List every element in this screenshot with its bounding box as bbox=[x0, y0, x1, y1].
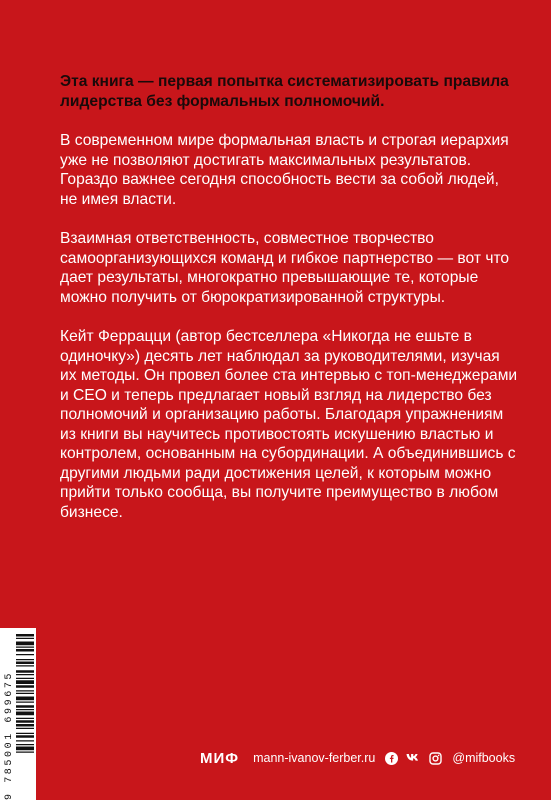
description-block bbox=[60, 72, 520, 542]
website-link[interactable]: mann-ivanov-ferber.ru bbox=[253, 751, 376, 765]
barcode-bar bbox=[16, 718, 34, 719]
barcode-bar bbox=[16, 680, 34, 684]
barcode-bar bbox=[16, 740, 34, 741]
lead-text: Эта книга — первая попытка систематизировать правила лидерства без формальных полномочий. bbox=[60, 73, 509, 110]
barcode-bar bbox=[16, 674, 34, 675]
barcode-bar bbox=[16, 720, 34, 723]
barcode-bar bbox=[16, 670, 34, 673]
isbn-barcode bbox=[0, 628, 36, 800]
barcode-bar bbox=[16, 634, 34, 637]
barcode-bar bbox=[16, 659, 34, 660]
barcode-bar bbox=[16, 712, 34, 716]
barcode-bar bbox=[16, 752, 34, 753]
paragraph-3: Кейт Феррацци (автор бестселлера «Никогда не ешьте в одиночку») десять лет наблюдал за руководителями, изучая их методы. Он провел более ста интервью с топ-менеджерами и CEO и теперь предлагает новый взгляд на лидерство без полномочий и организацию работы. Благодаря упражнениям из книги вы научитесь противостоять искушению властью и контролем, основанным на субординации. А объединившись с другими людьми ради достижения целей, к которым можно прийти только сообща, вы получите преимущество в любом бизнесе. bbox=[60, 328, 518, 521]
barcode-bar bbox=[16, 733, 34, 734]
barcode-bar bbox=[16, 744, 34, 745]
barcode-bar bbox=[16, 649, 34, 652]
barcode-bar bbox=[16, 685, 34, 688]
footer bbox=[200, 747, 515, 769]
barcode-bar bbox=[16, 705, 34, 708]
barcode-bar bbox=[16, 654, 34, 655]
barcode-bar bbox=[16, 642, 34, 646]
facebook-icon[interactable] bbox=[385, 752, 398, 765]
barcode-bar bbox=[16, 665, 34, 666]
barcode-bar bbox=[16, 747, 34, 751]
social-handle[interactable]: @mifbooks bbox=[452, 751, 516, 765]
barcode-bar bbox=[16, 709, 34, 710]
barcode-bar bbox=[16, 735, 34, 738]
barcode-bar bbox=[16, 662, 34, 665]
barcode-bar bbox=[16, 728, 34, 729]
vk-icon[interactable] bbox=[406, 753, 421, 763]
publisher-logo: МИФ bbox=[200, 749, 240, 767]
barcode-bar bbox=[16, 724, 34, 727]
barcode-bar bbox=[16, 638, 34, 639]
barcode-bar bbox=[16, 647, 34, 648]
paragraph-1: В современном мире формальная власть и строгая иерархия уже не позволяют достигать максимальных результатов. Гораздо важнее сегодня способность вести за собой людей, не имея власти. bbox=[60, 132, 509, 208]
barcode-bar bbox=[16, 678, 34, 679]
barcode-bar bbox=[16, 693, 34, 694]
barcode-bar bbox=[16, 702, 34, 703]
barcode-bar bbox=[16, 697, 34, 701]
barcode-digits: 9 785001 699675 bbox=[4, 670, 15, 800]
paragraph-2: Взаимная ответственность, совместное творчество самоорганизующихся команд и гибкое партнерство — вот что дает результаты, многократно превышающие те, которые можно получить от бюрократизированной структуры. bbox=[60, 230, 510, 306]
instagram-icon[interactable] bbox=[429, 752, 442, 765]
barcode-bar bbox=[16, 690, 34, 691]
